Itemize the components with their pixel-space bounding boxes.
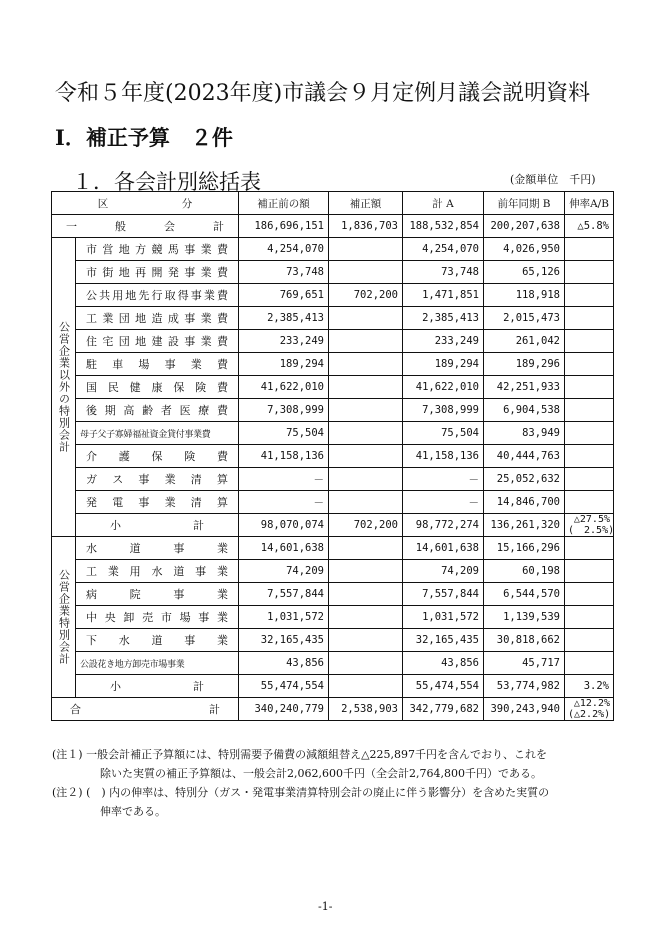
row-before: 233,249: [239, 330, 329, 353]
row-rate: [565, 445, 614, 468]
row-prior: 1,139,539: [484, 606, 565, 629]
table-row: [52, 468, 614, 491]
row-prior: 118,918: [484, 284, 565, 307]
row-amendment: [329, 606, 403, 629]
row-before: 14,601,638: [239, 537, 329, 560]
subtotal-label: 小 計: [76, 514, 239, 537]
table-row: [52, 422, 614, 445]
row-before: 7,557,844: [239, 583, 329, 606]
row-before: 1,031,572: [239, 606, 329, 629]
row-total: 75,504: [403, 422, 484, 445]
row-total: 233,249: [403, 330, 484, 353]
row-rate: [565, 491, 614, 514]
row-prior: 30,818,662: [484, 629, 565, 652]
table-row: [52, 353, 614, 376]
row-prior: 45,717: [484, 652, 565, 675]
row-before: 74,209: [239, 560, 329, 583]
row-name: 市営地方競馬事業費: [76, 238, 239, 261]
table-row: [52, 537, 614, 560]
row-rate: [565, 238, 614, 261]
section-heading: Ⅰ．補正予算 ２件: [55, 125, 233, 150]
row-before: 41,622,010: [239, 376, 329, 399]
row-amendment: [329, 376, 403, 399]
header-total: 計 A: [403, 192, 484, 215]
row-name: 中央卸売市場事業: [76, 606, 239, 629]
table-row: [52, 399, 614, 422]
subtotal-amendment: 702,200: [329, 514, 403, 537]
group1-group-label: 公営企業以外の特別会計: [57, 321, 71, 453]
group2-group-label: 公営企業特別会計: [57, 569, 71, 665]
row-name: 公設花き地方卸売市場事業: [76, 652, 239, 675]
grand-rate-real: (△2.2%): [568, 709, 611, 720]
row-name: 工業団地造成事業費: [76, 307, 239, 330]
row-total: －: [403, 491, 484, 514]
row-name: 国民健康保険費: [76, 376, 239, 399]
row-name: 市街地再開発事業費: [76, 261, 239, 284]
row-rate: [565, 422, 614, 445]
budget-summary-table: [51, 191, 614, 721]
subtotal-prior: 53,774,982: [484, 675, 565, 698]
row-total: 7,557,844: [403, 583, 484, 606]
row-name: ガス事業清算: [76, 468, 239, 491]
row-amendment: [329, 468, 403, 491]
general-amendment: 1,836,703: [329, 215, 403, 238]
note-2-line-1: (注２) ( ) 内の伸率は、特別分（ガス・発電事業清算特別会計の廃止に伴う影響分）を含めた実質の: [52, 786, 550, 799]
subtotal-rate-real: ( 2.5%): [568, 525, 615, 536]
row-amendment: [329, 560, 403, 583]
group2-body: [52, 537, 614, 698]
row-name: 住宅団地建設事業費: [76, 330, 239, 353]
general-account-row: [52, 215, 614, 238]
table-row: [52, 445, 614, 468]
page-number: -1-: [318, 900, 333, 913]
group2-group-label-cell: [52, 537, 76, 698]
table-row: [52, 307, 614, 330]
subtotal-total: 55,474,554: [403, 675, 484, 698]
row-rate: [565, 307, 614, 330]
subtotal-before: 55,474,554: [239, 675, 329, 698]
grand-amendment: 2,538,903: [329, 698, 403, 721]
row-total: 74,209: [403, 560, 484, 583]
grand-total: 342,779,682: [403, 698, 484, 721]
row-name: 母子父子寡婦福祉資金貸付事業費: [76, 422, 239, 445]
row-amendment: [329, 353, 403, 376]
row-rate: [565, 261, 614, 284]
header-prior: 前年同期 B: [484, 192, 565, 215]
row-amendment: [329, 307, 403, 330]
row-prior: 15,166,296: [484, 537, 565, 560]
row-prior: 261,042: [484, 330, 565, 353]
row-amendment: [329, 399, 403, 422]
subtotal-prior: 136,261,320: [484, 514, 565, 537]
group1-group-label-cell: [52, 238, 76, 537]
table-row: [52, 629, 614, 652]
row-total: 41,622,010: [403, 376, 484, 399]
note-1-line-1: (注１) 一般会計補正予算額には、特別需要予備費の減額組替え△225,897千円を含んでおり、これを: [52, 748, 548, 761]
grand-total-row: [52, 698, 614, 721]
row-total: 1,031,572: [403, 606, 484, 629]
row-amendment: [329, 491, 403, 514]
row-rate: [565, 560, 614, 583]
row-name: 駐車場事業費: [76, 353, 239, 376]
table-row: [52, 583, 614, 606]
row-before: 7,308,999: [239, 399, 329, 422]
row-amendment: 702,200: [329, 284, 403, 307]
header-before: 補正前の額: [239, 192, 329, 215]
row-rate: [565, 652, 614, 675]
row-name: 工業用水道事業: [76, 560, 239, 583]
note-2-line-2: 伸率である。: [100, 805, 166, 818]
subtotal-before: 98,070,074: [239, 514, 329, 537]
row-prior: 65,126: [484, 261, 565, 284]
row-rate: [565, 629, 614, 652]
table-header-row: [52, 192, 614, 215]
row-prior: 2,015,473: [484, 307, 565, 330]
row-before: －: [239, 468, 329, 491]
row-rate: [565, 376, 614, 399]
row-total: 41,158,136: [403, 445, 484, 468]
row-before: 32,165,435: [239, 629, 329, 652]
group1-body: [52, 238, 614, 537]
subtotal-rate-main: △27.5%: [573, 514, 610, 525]
general-before: 186,696,151: [239, 215, 329, 238]
row-prior: 14,846,700: [484, 491, 565, 514]
row-prior: 189,296: [484, 353, 565, 376]
row-before: 769,651: [239, 284, 329, 307]
row-rate: [565, 353, 614, 376]
table-row: [52, 560, 614, 583]
table-row: [52, 284, 614, 307]
note-1-line-2: 除いた実質の補正予算額は、一般会計2,062,600千円（全会計2,764,800千円）である。: [100, 767, 542, 780]
row-before: 43,856: [239, 652, 329, 675]
document-title: 令和５年度(2023年度)市議会９月定例月議会説明資料: [55, 81, 591, 106]
row-name: 発電事業清算: [76, 491, 239, 514]
row-total: 32,165,435: [403, 629, 484, 652]
row-amendment: [329, 330, 403, 353]
row-name: 病院事業: [76, 583, 239, 606]
row-rate: [565, 330, 614, 353]
header-rate: 伸率A/B: [565, 192, 614, 215]
row-amendment: [329, 422, 403, 445]
row-total: 14,601,638: [403, 537, 484, 560]
row-total: 43,856: [403, 652, 484, 675]
row-prior: 25,052,632: [484, 468, 565, 491]
row-name: 後期高齢者医療費: [76, 399, 239, 422]
table-row: [52, 606, 614, 629]
row-name: 水道事業: [76, 537, 239, 560]
group1-subtotal-row: [52, 514, 614, 537]
grand-rate: [565, 698, 614, 721]
grand-label: 合 計: [52, 698, 239, 721]
row-total: 189,294: [403, 353, 484, 376]
table-row: [52, 238, 614, 261]
table-row: [52, 330, 614, 353]
subtotal-label: 小 計: [76, 675, 239, 698]
row-rate: [565, 537, 614, 560]
row-amendment: [329, 261, 403, 284]
row-rate: [565, 606, 614, 629]
row-total: 2,385,413: [403, 307, 484, 330]
subtotal-amendment: [329, 675, 403, 698]
row-before: 41,158,136: [239, 445, 329, 468]
row-before: 73,748: [239, 261, 329, 284]
row-total: 4,254,070: [403, 238, 484, 261]
grand-before: 340,240,779: [239, 698, 329, 721]
table-row: [52, 652, 614, 675]
row-rate: [565, 399, 614, 422]
row-name: 介護保険費: [76, 445, 239, 468]
row-rate: [565, 284, 614, 307]
row-before: 2,385,413: [239, 307, 329, 330]
row-total: 1,471,851: [403, 284, 484, 307]
row-amendment: [329, 445, 403, 468]
row-prior: 40,444,763: [484, 445, 565, 468]
row-before: －: [239, 491, 329, 514]
table-row: [52, 261, 614, 284]
table-row: [52, 376, 614, 399]
row-name: 下水道事業: [76, 629, 239, 652]
notes: [52, 745, 549, 821]
row-prior: 6,904,538: [484, 399, 565, 422]
row-amendment: [329, 652, 403, 675]
row-before: 75,504: [239, 422, 329, 445]
subtotal-rate: [565, 514, 614, 537]
general-prior: 200,207,638: [484, 215, 565, 238]
header-amendment: 補正額: [329, 192, 403, 215]
row-before: 4,254,070: [239, 238, 329, 261]
row-prior: 60,198: [484, 560, 565, 583]
table-row: [52, 491, 614, 514]
row-total: －: [403, 468, 484, 491]
row-amendment: [329, 629, 403, 652]
row-prior: 4,026,950: [484, 238, 565, 261]
unit-label: (金額単位 千円): [510, 173, 596, 186]
row-amendment: [329, 583, 403, 606]
row-amendment: [329, 537, 403, 560]
group2-subtotal-row: [52, 675, 614, 698]
row-prior: 42,251,933: [484, 376, 565, 399]
general-label: 一 般 会 計: [52, 215, 239, 238]
row-prior: 6,544,570: [484, 583, 565, 606]
header-category: 区 分: [52, 192, 239, 215]
row-name: 公共用地先行取得事業費: [76, 284, 239, 307]
grand-prior: 390,243,940: [484, 698, 565, 721]
row-before: 189,294: [239, 353, 329, 376]
grand-rate-main: △12.2%: [573, 698, 610, 709]
row-total: 7,308,999: [403, 399, 484, 422]
subtotal-total: 98,772,274: [403, 514, 484, 537]
row-prior: 83,949: [484, 422, 565, 445]
subtotal-rate: 3.2%: [565, 675, 614, 698]
row-amendment: [329, 238, 403, 261]
subsection-heading: １．各会計別総括表: [72, 170, 261, 194]
general-total: 188,532,854: [403, 215, 484, 238]
general-rate: △5.8%: [565, 215, 614, 238]
row-rate: [565, 468, 614, 491]
row-total: 73,748: [403, 261, 484, 284]
row-rate: [565, 583, 614, 606]
